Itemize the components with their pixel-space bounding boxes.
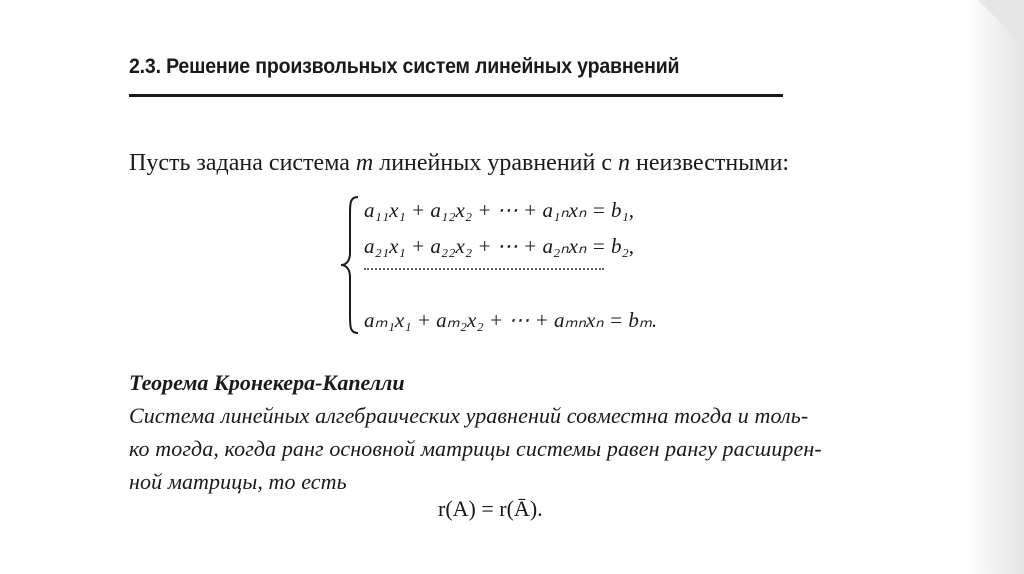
intro-part-3: неизвестными: [630,150,790,176]
system-dots-row [364,268,604,270]
intro-var-m: m [355,150,374,176]
slide-title: 2.3. Решение произвольных систем линейных уравнений [129,55,680,78]
theorem-title: Теорема Кронекера-Капелли [129,370,405,395]
system-equation-m: aₘ₁x₁ + aₘ₂x₂ + ⋯ + aₘₙxₙ = bₘ. [364,308,658,332]
rank-formula: r(A) = r(Ā). [438,496,543,521]
intro-part-1: Пусть задана система [129,150,356,176]
intro-text [129,150,789,177]
theorem-text-line-1: Система линейных алгебраических уравнений совместна тогда и толь- [129,403,809,428]
intro-var-n: n [618,150,631,176]
intro-part-2: линейных уравнений с [373,150,619,176]
theorem-text-line-3: ной матрицы, то есть [129,469,347,494]
system-equation-2: a₂₁x₁ + a₂₂x₂ + ⋯ + a₂ₙxₙ = b₂, [364,234,635,258]
theorem-text-line-2: ко тогда, когда ранг основной матрицы системы равен рангу расширен- [129,436,822,461]
system-equation-1: a₁₁x₁ + a₁₂x₂ + ⋯ + a₁ₙxₙ = b₁, [364,198,635,222]
page-corner-fold [978,0,1024,46]
system-brace [338,195,362,335]
page-edge-shadow [964,0,1024,574]
title-underline [129,94,783,97]
